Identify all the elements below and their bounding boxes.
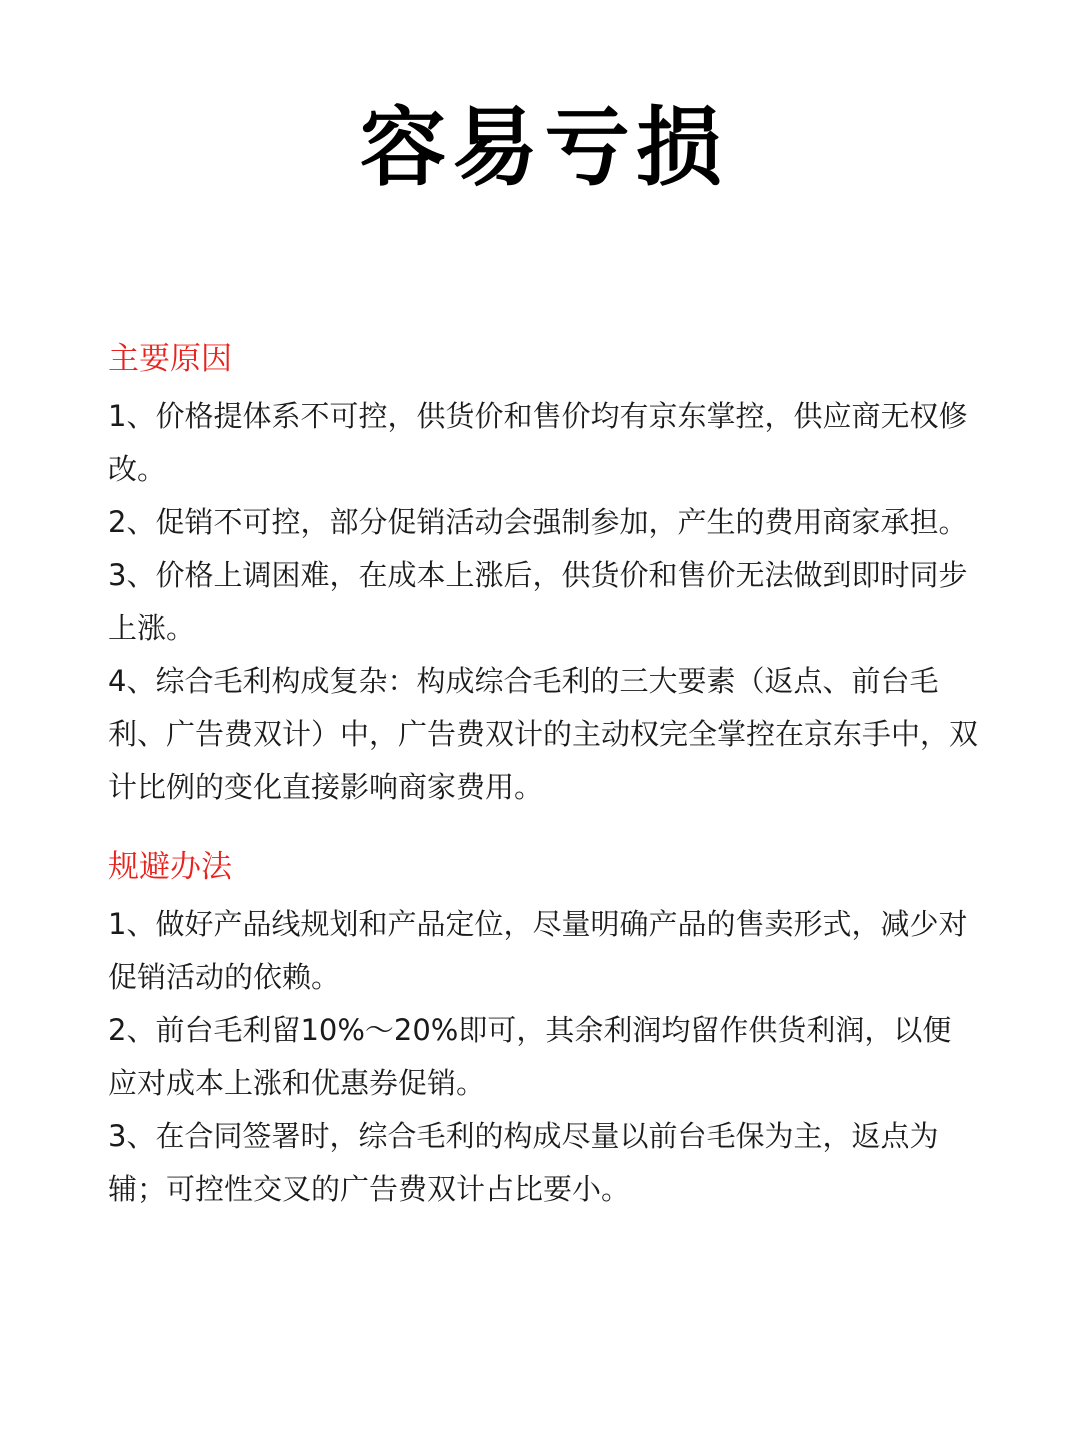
section-heading-avoidance-methods: 规避办法 xyxy=(108,849,232,885)
list-item: 2、前台毛利留10%～20%即可，其余利润均留作供货利润，以便应对成本上涨和优惠券促销。 xyxy=(108,1013,952,1100)
list-item: 4、综合毛利构成复杂：构成综合毛利的三大要素（返点、前台毛利、广告费双计）中，广告费双计的主动权完全掌控在京东手中，双计比例的变化直接影响商家费用。 xyxy=(108,664,979,804)
page-title: 容易亏损 xyxy=(360,98,728,198)
section-heading-main-reasons: 主要原因 xyxy=(108,341,232,377)
methods-list xyxy=(108,898,980,1216)
section-avoidance-methods xyxy=(108,844,980,1216)
list-item: 3、价格上调困难，在成本上涨后，供货价和售价无法做到即时同步上涨。 xyxy=(108,558,968,645)
list-item: 3、在合同签署时，综合毛利的构成尽量以前台毛保为主，返点为辅；可控性交叉的广告费双计占比要小。 xyxy=(108,1119,939,1206)
reasons-list xyxy=(108,390,980,814)
list-item: 1、价格提体系不可控，供货价和售价均有京东掌控，供应商无权修改。 xyxy=(108,399,968,486)
list-item: 2、促销不可控，部分促销活动会强制参加，产生的费用商家承担。 xyxy=(108,505,968,539)
list-item: 1、做好产品线规划和产品定位，尽量明确产品的售卖形式，减少对促销活动的依赖。 xyxy=(108,907,968,994)
section-main-reasons xyxy=(108,336,980,814)
